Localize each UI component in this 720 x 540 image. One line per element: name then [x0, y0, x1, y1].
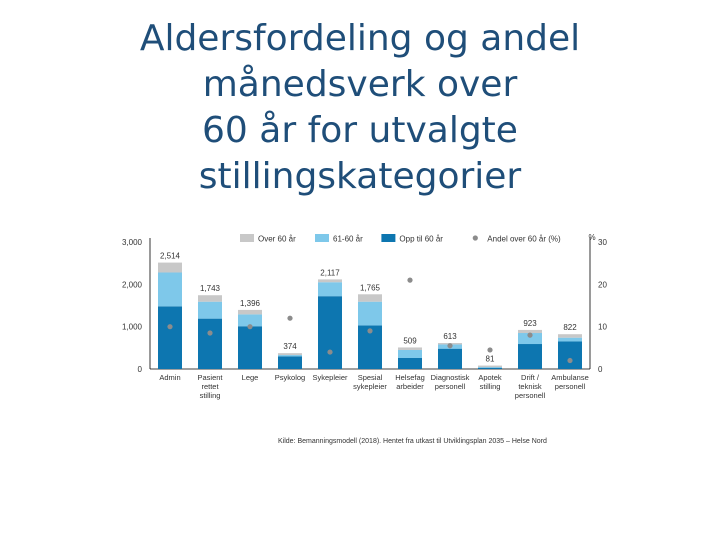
legend-swatch	[240, 234, 254, 242]
bar-total-label: 2,117	[320, 268, 340, 278]
x-category-label: Ambulanse	[551, 373, 589, 382]
bar-total-label: 923	[523, 318, 537, 328]
x-category-label: Spesial	[357, 373, 383, 382]
y-right-tick-label: 10	[598, 322, 607, 332]
x-category-label: Pasient	[197, 373, 223, 382]
legend-marker	[473, 235, 478, 240]
legend-label: Over 60 år	[258, 234, 296, 244]
x-category-label: Drift /	[521, 373, 539, 382]
x-category-label: Admin	[159, 373, 181, 382]
bar-segment-upto60	[318, 296, 342, 369]
title-line-2: månedsverk over	[202, 64, 518, 105]
bar-segment-age61-60	[278, 355, 302, 356]
x-category-label: stilling	[479, 382, 501, 391]
legend-swatch	[315, 234, 329, 242]
y-left-tick-label: 2,000	[121, 280, 142, 290]
bar-segment-over60	[558, 334, 582, 337]
y-right-tick-label: 30	[598, 238, 607, 247]
title-line-3: 60 år for utvalgte	[202, 110, 518, 151]
bar-segment-over60	[318, 279, 342, 282]
title-line-1: Aldersfordeling og andel	[139, 18, 581, 59]
bar-segment-age61-60	[558, 338, 582, 342]
bar-segment-age61-60	[318, 282, 342, 296]
x-category-label: sykepleier	[353, 382, 387, 391]
y-left-tick-label: 1,000	[121, 322, 142, 332]
bar-total-label: 374	[283, 342, 297, 352]
share-over-60-point	[287, 316, 292, 321]
x-category-label: Lege	[241, 373, 259, 382]
share-over-60-point	[207, 330, 212, 335]
y-right-unit: %	[588, 233, 596, 242]
bar-segment-age61-60	[478, 367, 502, 368]
bar-total-label: 1,765	[359, 283, 381, 293]
bar-segment-over60	[398, 347, 422, 349]
share-over-60-point	[527, 333, 532, 338]
x-category-label: teknisk	[518, 382, 542, 391]
bar-segment-upto60	[198, 319, 222, 369]
x-category-label: Diagnostisk	[430, 373, 470, 382]
x-category-label: stilling	[199, 391, 221, 400]
share-over-60-point	[447, 343, 452, 348]
source-note: Kilde: Bemanningsmodell (2018). Hentet fra utkast til Utviklingsplan 2035 – Helse Nord	[278, 438, 547, 445]
bar-segment-over60	[198, 295, 222, 301]
bar-segment-over60	[478, 366, 502, 368]
bar-total-label: 81	[485, 354, 495, 364]
bar-segment-age61-60	[398, 350, 422, 358]
bar-segment-age61-60	[158, 272, 182, 306]
legend-label: 61-60 år	[333, 234, 363, 244]
bar-segment-age61-60	[358, 302, 382, 326]
bar-total-label: 2,514	[159, 251, 181, 261]
x-category-label: rettet	[201, 382, 219, 391]
y-left-tick-label: 3,000	[121, 238, 142, 247]
bar-total-label: 1,743	[199, 284, 221, 294]
bar-segment-over60	[158, 263, 182, 273]
share-over-60-point	[167, 324, 172, 329]
bar-total-label: 1,396	[239, 298, 261, 308]
x-category-label: Apotek	[478, 373, 502, 382]
x-category-label: Helsefag	[395, 373, 425, 382]
x-category-label: personell	[514, 391, 546, 400]
share-over-60-point	[367, 328, 372, 333]
share-over-60-point	[567, 358, 572, 363]
legend-label: Opp til 60 år	[399, 234, 443, 244]
bar-segment-upto60	[398, 358, 422, 369]
bar-segment-upto60	[238, 326, 262, 369]
age-distribution-chart	[100, 228, 640, 418]
bar-segment-upto60	[438, 349, 462, 369]
bar-segment-upto60	[158, 306, 182, 369]
share-over-60-point	[407, 278, 412, 283]
x-category-label: Psykolog	[274, 373, 306, 382]
bar-total-label: 509	[403, 336, 417, 346]
x-category-label: Sykepleier	[312, 373, 348, 382]
bar-total-label: 613	[443, 332, 457, 342]
bar-segment-upto60	[478, 368, 502, 369]
bar-segment-age61-60	[198, 302, 222, 319]
bar-total-label: 822	[563, 323, 577, 333]
y-right-tick-label: 0	[598, 365, 603, 374]
legend-swatch	[381, 234, 395, 242]
y-left-tick-label: 0	[137, 365, 142, 374]
bar-segment-over60	[238, 310, 262, 314]
bar-segment-over60	[278, 353, 302, 355]
share-over-60-point	[247, 324, 252, 329]
bar-segment-upto60	[518, 344, 542, 369]
share-over-60-point	[327, 349, 332, 354]
share-over-60-point	[487, 347, 492, 352]
bar-segment-over60	[358, 294, 382, 301]
legend-label: Andel over 60 år (%)	[487, 234, 561, 244]
x-category-label: arbeider	[396, 382, 424, 391]
y-right-tick-label: 20	[598, 280, 607, 290]
x-category-label: personell	[434, 382, 466, 391]
bar-segment-upto60	[558, 341, 582, 369]
bar-segment-upto60	[278, 356, 302, 369]
slide-title	[60, 16, 660, 197]
x-category-label: personell	[554, 382, 586, 391]
title-line-4: stillingskategorier	[198, 156, 522, 197]
